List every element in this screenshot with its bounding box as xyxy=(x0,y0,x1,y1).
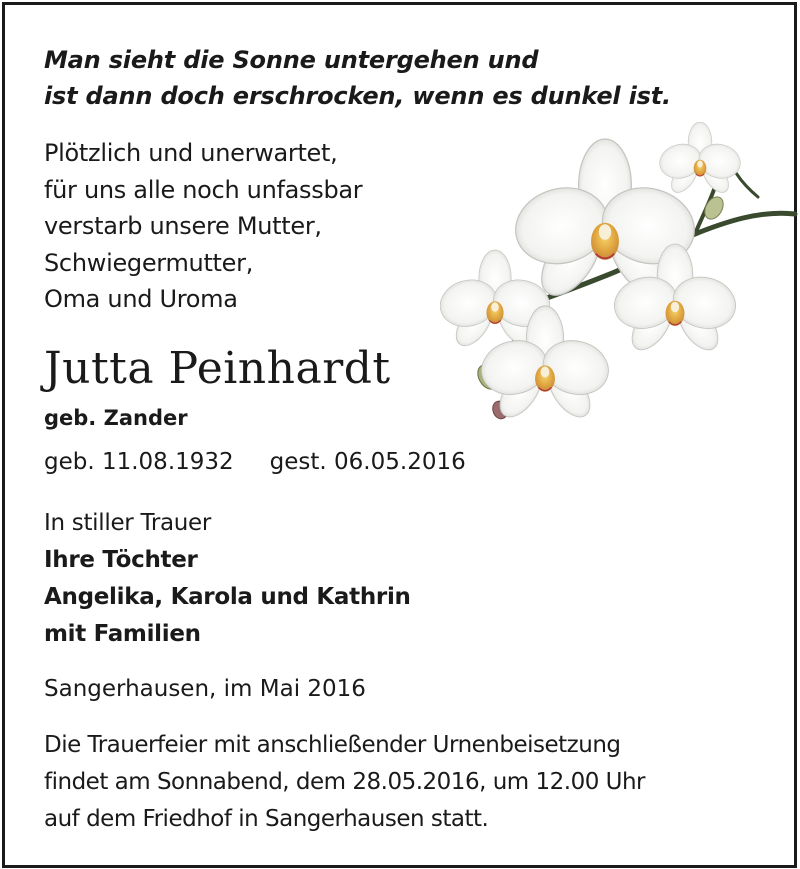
mourners-block xyxy=(44,505,411,653)
mourners-intro: In stiller Trauer xyxy=(44,510,212,536)
mourners-daughters: Ihre Töchter xyxy=(44,547,198,573)
funeral-notice xyxy=(44,727,645,838)
funeral-line: auf dem Friedhof in Sangerhausen statt. xyxy=(44,806,489,832)
place-date: Sangerhausen, im Mai 2016 xyxy=(44,676,366,702)
funeral-line: Die Trauerfeier mit anschließender Urnenbeisetzung xyxy=(44,732,621,758)
motto-line-2: ist dann doch erschrocken, wenn es dunkel ist. xyxy=(44,82,671,110)
motto-quote xyxy=(44,42,671,114)
life-dates xyxy=(44,447,466,477)
intro-text xyxy=(44,135,362,318)
intro-line: Oma und Uroma xyxy=(44,285,238,313)
intro-line: Plötzlich und unerwartet, xyxy=(44,139,338,167)
birth-date: geb. 11.08.1932 xyxy=(44,449,234,475)
white-orchid-branch-icon xyxy=(440,122,800,422)
maiden-name: geb. Zander xyxy=(44,406,188,430)
motto-line-1: Man sieht die Sonne untergehen und xyxy=(44,46,539,74)
intro-line: für uns alle noch unfassbar xyxy=(44,175,363,204)
deceased-name: Jutta Peinhardt xyxy=(44,343,391,394)
mourners-names: Angelika, Karola und Kathrin xyxy=(44,584,411,610)
intro-line: Schwiegermutter, xyxy=(44,248,254,277)
funeral-line: findet am Sonnabend, dem 28.05.2016, um 12.00 Uhr xyxy=(44,769,646,795)
intro-line: verstarb unsere Mutter, xyxy=(44,212,322,240)
mourners-families: mit Familien xyxy=(44,621,201,647)
death-date: gest. 06.05.2016 xyxy=(269,449,466,475)
